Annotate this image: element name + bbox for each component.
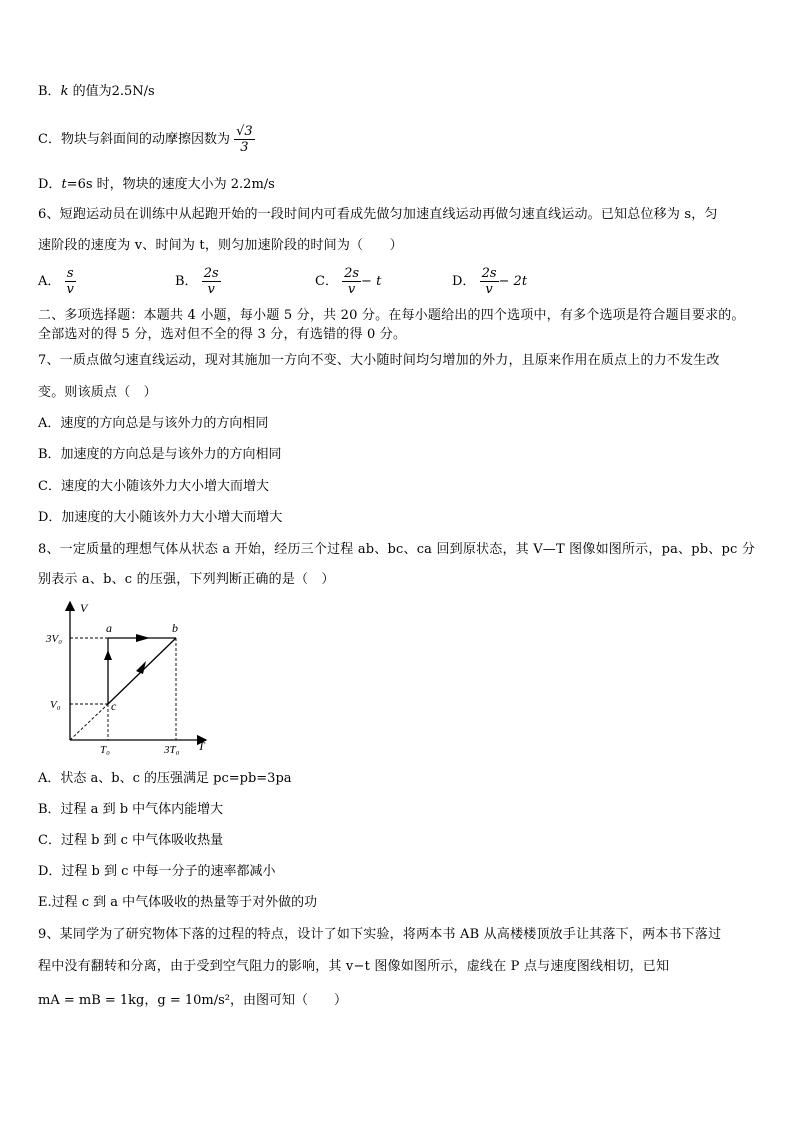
point-c-label: c [111, 699, 117, 713]
q8-stem-line2: 别表示 a、b、c 的压强，下列判断正确的是（ ） [38, 572, 335, 587]
q8-stem-line1: 8、一定质量的理想气体从状态 a 开始，经历三个过程 ab、bc、ca 回到原状态，其 V—T 图像如图所示，pa、pb、pc 分 [38, 542, 756, 557]
label-v0: V₀ [50, 699, 61, 711]
q6-option-a: A． $\frac{s}{v}$ [38, 266, 74, 297]
section2-heading-line2: 全部选对的得 5 分，选对但不全的得 3 分，有选错的得 0 分。 [38, 327, 407, 342]
label-t0: T₀ [100, 744, 110, 756]
q5-option-b: B．k 的值为2.5N/s [38, 84, 155, 99]
q6-option-c: C． $\frac{2s}{v}$ − t [315, 266, 382, 297]
q6-stem-line2: 速阶段的速度为 v、时间为 t，则匀加速阶段的时间为（ ） [38, 238, 403, 253]
q9-stem-line2: 程中没有翻转和分离，由于受到空气阻力的影响，其 v−t 图像如图所示，虚线在 P 点与速度图线相切，已知 [38, 959, 670, 974]
q8-option-d: D．过程 b 到 c 中每一分子的速率都减小 [38, 864, 276, 879]
q7-option-d: D．加速度的大小随该外力大小增大而增大 [38, 510, 283, 525]
q9-stem-line3: mA = mB = 1kg，g = 10m/s²，由图可知（ ） [38, 993, 347, 1008]
q7-stem-line2: 变。则该质点（ ） [38, 385, 157, 400]
label-3v0: 3V₀ [46, 633, 63, 645]
q6-stem-line1: 6、短跑运动员在训练中从起跑开始的一段时间内可看成先做匀加速直线运动再做匀速直线运动。已知总位移为 s，匀 [38, 207, 718, 222]
q8-option-b: B．过程 a 到 b 中气体内能增大 [38, 802, 224, 817]
q6-option-d: D． $\frac{2s}{v}$ − 2t [452, 266, 528, 297]
q7-option-b: B．加速度的方向总是与该外力的方向相同 [38, 447, 282, 462]
point-b-label: b [172, 621, 178, 635]
q7-option-a: A．速度的方向总是与该外力的方向相同 [38, 416, 269, 431]
point-a-label: a [106, 621, 112, 635]
q5-option-d: D．t=6s 时，物块的速度大小为 2.2m/s [38, 177, 275, 192]
q9-stem-line1: 9、某同学为了研究物体下落的过程的特点，设计了如下实验，将两本书 AB 从高楼楼顶放手让其落下，两本书下落过 [38, 927, 722, 942]
q5-option-c: C．物块与斜面间的动摩擦因数为 $\frac{√3}{3}$ [38, 124, 253, 155]
v-axis-label: V [80, 601, 88, 615]
section2-heading-line1: 二、多项选择题：本题共 4 小题，每小题 5 分，共 20 分。在每小题给出的四个选项中，有多个选项是符合题目要求的。 [38, 308, 745, 323]
q7-option-c: C．速度的大小随该外力大小增大而增大 [38, 479, 269, 494]
q7-stem-line1: 7、一质点做匀速直线运动，现对其施加一方向不变、大小随时间均匀增加的外力，且原来作用在质点上的力不发生改 [38, 353, 720, 368]
label-3t0: 3T₀ [164, 744, 180, 756]
t-axis-label: T [198, 739, 205, 753]
q8-option-c: C．过程 b 到 c 中气体吸收热量 [38, 833, 224, 848]
vt-diagram [40, 598, 220, 760]
q8-option-a: A．状态 a、b、c 的压强满足 pc=pb=3pa [38, 771, 292, 786]
friction-fraction: $\frac{√3}{3}$ [236, 124, 253, 155]
q6-option-b: B． $\frac{2s}{v}$ [175, 266, 219, 297]
q8-option-e: E.过程 c 到 a 中气体吸收的热量等于对外做的功 [38, 895, 318, 910]
